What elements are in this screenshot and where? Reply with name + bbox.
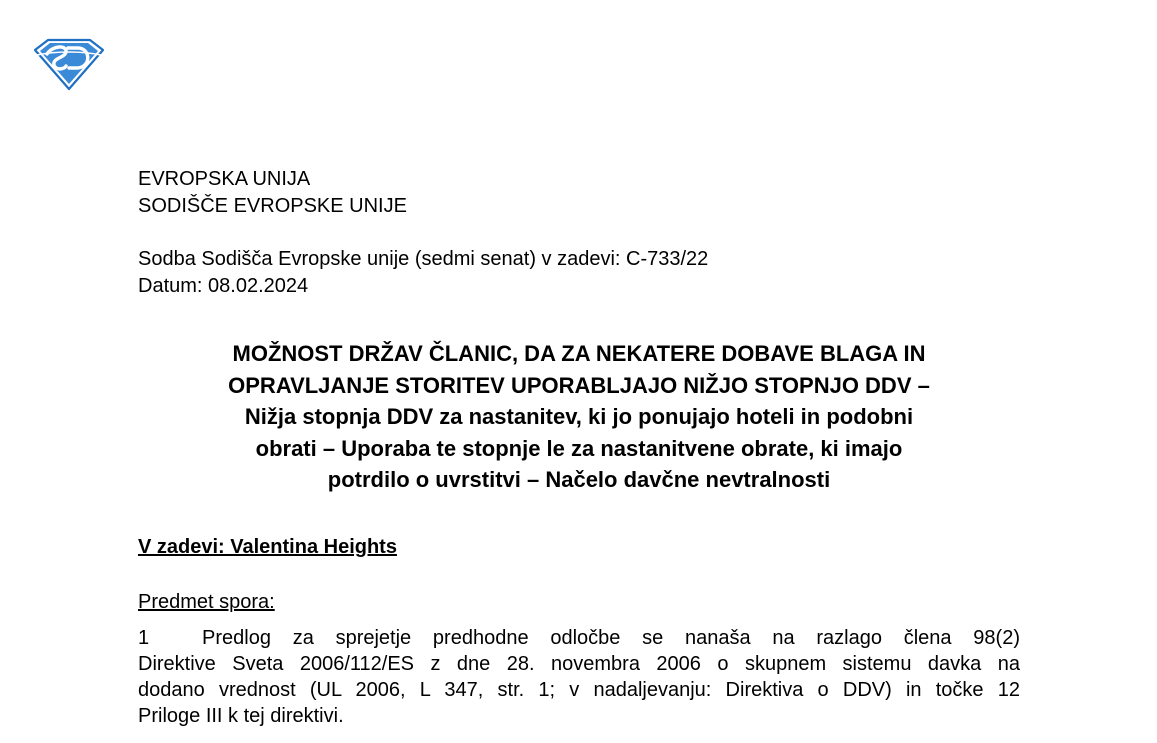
header-eu: EVROPSKA UNIJA <box>138 168 311 190</box>
header-court: SODIŠČE EVROPSKE UNIJE <box>138 195 407 217</box>
case-reference: Sodba Sodišča Evropske unije (sedmi senat) v zadevi: C-733/22 <box>138 248 709 270</box>
title-line: potrdilo o uvrstitvi – Načelo davčne nevtralnosti <box>327 467 831 492</box>
paragraph-line: 1 Predlog za sprejetje predhodne odločbe se nanaša na razlago člena 98(2) <box>138 627 1020 649</box>
parties-heading: V zadevi: Valentina Heights <box>138 536 397 558</box>
title-line: MOŽNOST DRŽAV ČLANIC, DA ZA NEKATERE DOBAVE BLAGA IN <box>232 341 926 366</box>
subject-heading: Predmet spora: <box>138 591 275 613</box>
paragraph-number: 1 <box>138 627 150 649</box>
paragraph-line: Priloge III k tej direktivi. <box>138 705 344 727</box>
paragraph-1 <box>138 625 1020 729</box>
court-emblem-icon <box>32 36 106 92</box>
title-line: OPRAVLJANJE STORITEV UPORABLJAJO NIŽJO STOPNJO DDV – <box>228 372 930 398</box>
paragraph-line: Direktive Sveta 2006/112/ES z dne 28. novembra 2006 o skupnem sistemu davka na <box>138 653 1020 675</box>
judgment-title <box>138 338 1020 496</box>
paragraph-line: dodano vrednost (UL 2006, L 347, str. 1; v nadaljevanju: Direktiva o DDV) in točke 12 <box>138 679 1020 701</box>
title-line: obrati – Uporaba te stopnje le za nastanitvene obrate, ki imajo <box>255 435 903 461</box>
title-line: Nižja stopnja DDV za nastanitev, ki jo ponujajo hoteli in podobni <box>244 404 914 429</box>
case-date: Datum: 08.02.2024 <box>138 275 309 297</box>
